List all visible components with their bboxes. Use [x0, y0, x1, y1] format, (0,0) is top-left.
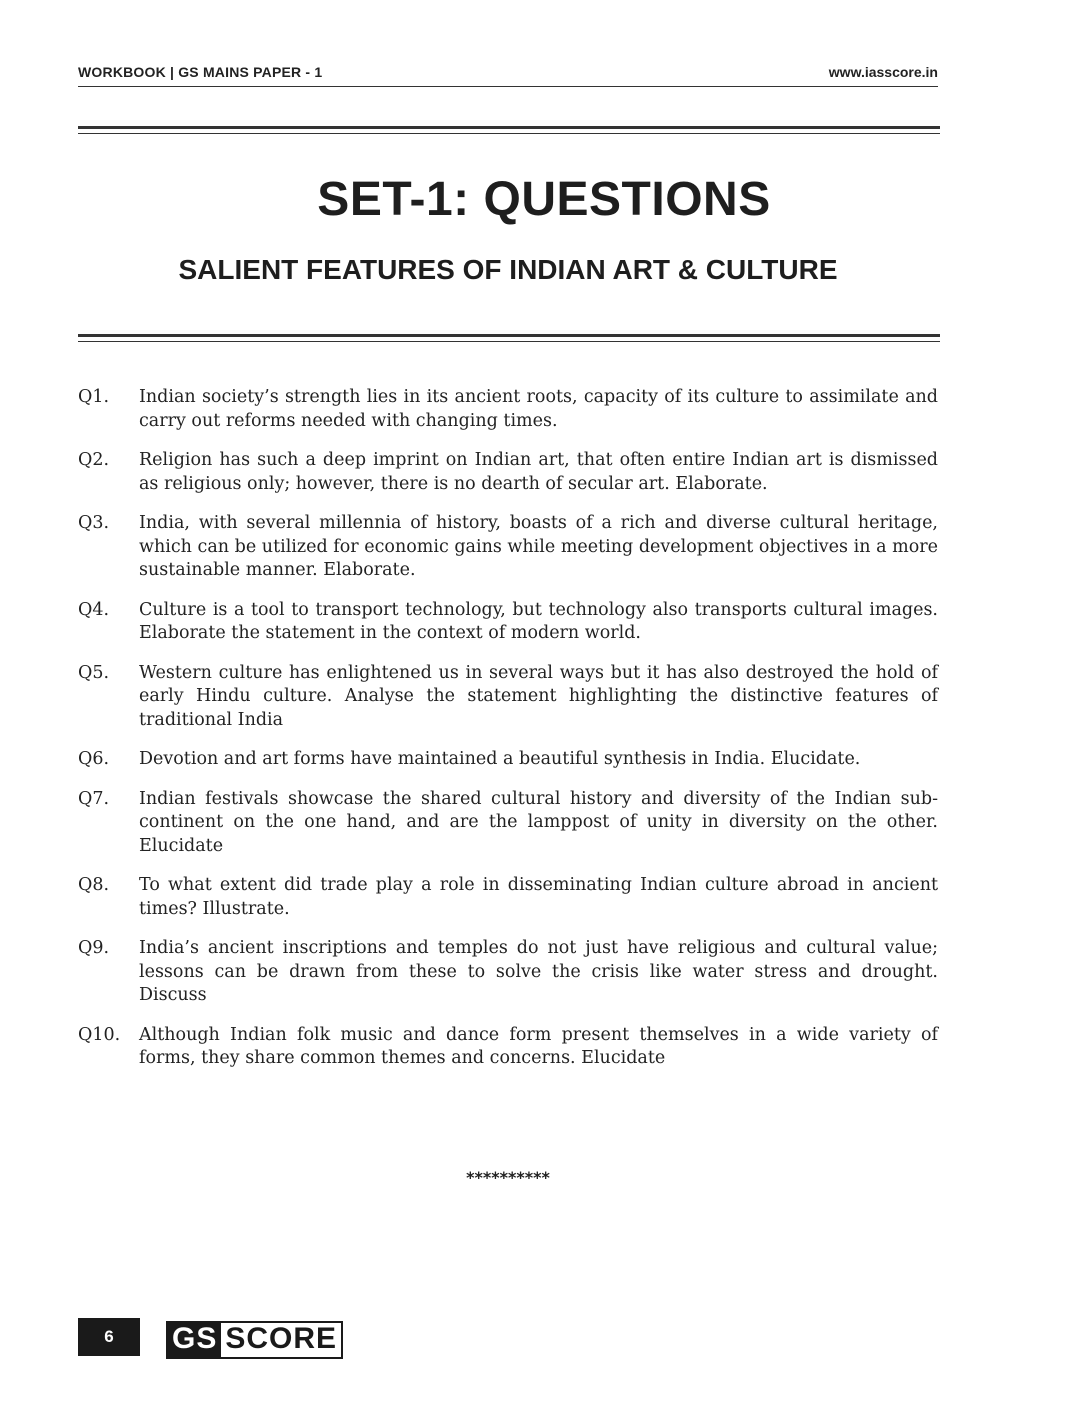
page-subtitle: SALIENT FEATURES OF INDIAN ART & CULTURE	[178, 254, 838, 285]
question-item	[78, 874, 938, 921]
header-website-link[interactable]: www.iasscore.in	[828, 64, 938, 80]
logo-gs-text: GS	[168, 1323, 221, 1357]
header-workbook-title: WORKBOOK | GS MAINS PAPER - 1	[78, 64, 323, 80]
question-number: Q2.	[78, 450, 110, 470]
question-number: Q3.	[78, 513, 110, 533]
question-text: Western culture has enlightened us in several ways but it has also destroyed the hold of early Hindu culture. Analyse the statement highlighting the distinctive features of traditional India	[139, 662, 938, 730]
question-number: Q5.	[78, 662, 110, 683]
end-marker: **********	[466, 1168, 550, 1187]
question-list	[78, 386, 938, 1087]
question-item	[78, 1024, 938, 1071]
question-item	[78, 386, 938, 433]
question-item	[78, 662, 938, 733]
question-number: Q9.	[78, 938, 110, 958]
question-item	[78, 748, 938, 772]
question-text: India, with several millennia of history, boasts of a rich and diverse cultural heritage, which can be utilized for economic gains while meeting development objectives in a more sustainable manner. Elaborate.	[139, 513, 938, 580]
question-number: Q10.	[78, 1024, 121, 1045]
page-header	[78, 64, 938, 88]
question-number: Q7.	[78, 788, 110, 809]
question-text: Devotion and art forms have maintained a beautiful synthesis in India. Elucidate.	[139, 749, 861, 769]
question-item	[78, 449, 938, 496]
question-number: Q1.	[78, 387, 110, 407]
question-text: India’s ancient inscriptions and temples do not just have religious and cultural value; lessons can be drawn from these to solve the crisis like water stress and drought. Discuss	[139, 938, 938, 1005]
title-bottom-divider	[78, 334, 940, 342]
question-text: Indian festivals showcase the shared cultural history and diversity of the Indian sub-continent on the one hand, and are the lamppost of unity in diversity on the other. Elucidate	[139, 788, 938, 856]
question-item	[78, 599, 938, 646]
question-text: To what extent did trade play a role in disseminating Indian culture abroad in ancient times? Illustrate.	[139, 875, 938, 919]
question-number: Q6.	[78, 749, 110, 769]
question-number: Q4.	[78, 599, 110, 620]
logo-score-text: SCORE	[221, 1323, 341, 1357]
header-divider	[78, 86, 938, 87]
page-number: 6	[104, 1327, 114, 1346]
page-number-badge	[78, 1318, 140, 1356]
question-text: Indian society’s strength lies in its ancient roots, capacity of its culture to assimilate and carry out reforms needed with changing times.	[139, 387, 938, 431]
question-text: Religion has such a deep imprint on Indian art, that often entire Indian art is dismissed as religious only; however, there is no dearth of secular art. Elaborate.	[139, 450, 938, 494]
question-number: Q8.	[78, 875, 110, 895]
page-title: SET-1: QUESTIONS	[317, 173, 771, 226]
gs-score-logo	[166, 1321, 343, 1359]
question-item	[78, 512, 938, 583]
question-text: Culture is a tool to transport technology, but technology also transports cultural images. Elaborate the statement in the context of modern world.	[139, 599, 938, 643]
question-item	[78, 788, 938, 859]
question-item	[78, 937, 938, 1008]
question-text: Although Indian folk music and dance form present themselves in a wide variety of forms, they share common themes and concerns. Elucidate	[139, 1024, 938, 1068]
title-top-divider	[78, 126, 940, 134]
